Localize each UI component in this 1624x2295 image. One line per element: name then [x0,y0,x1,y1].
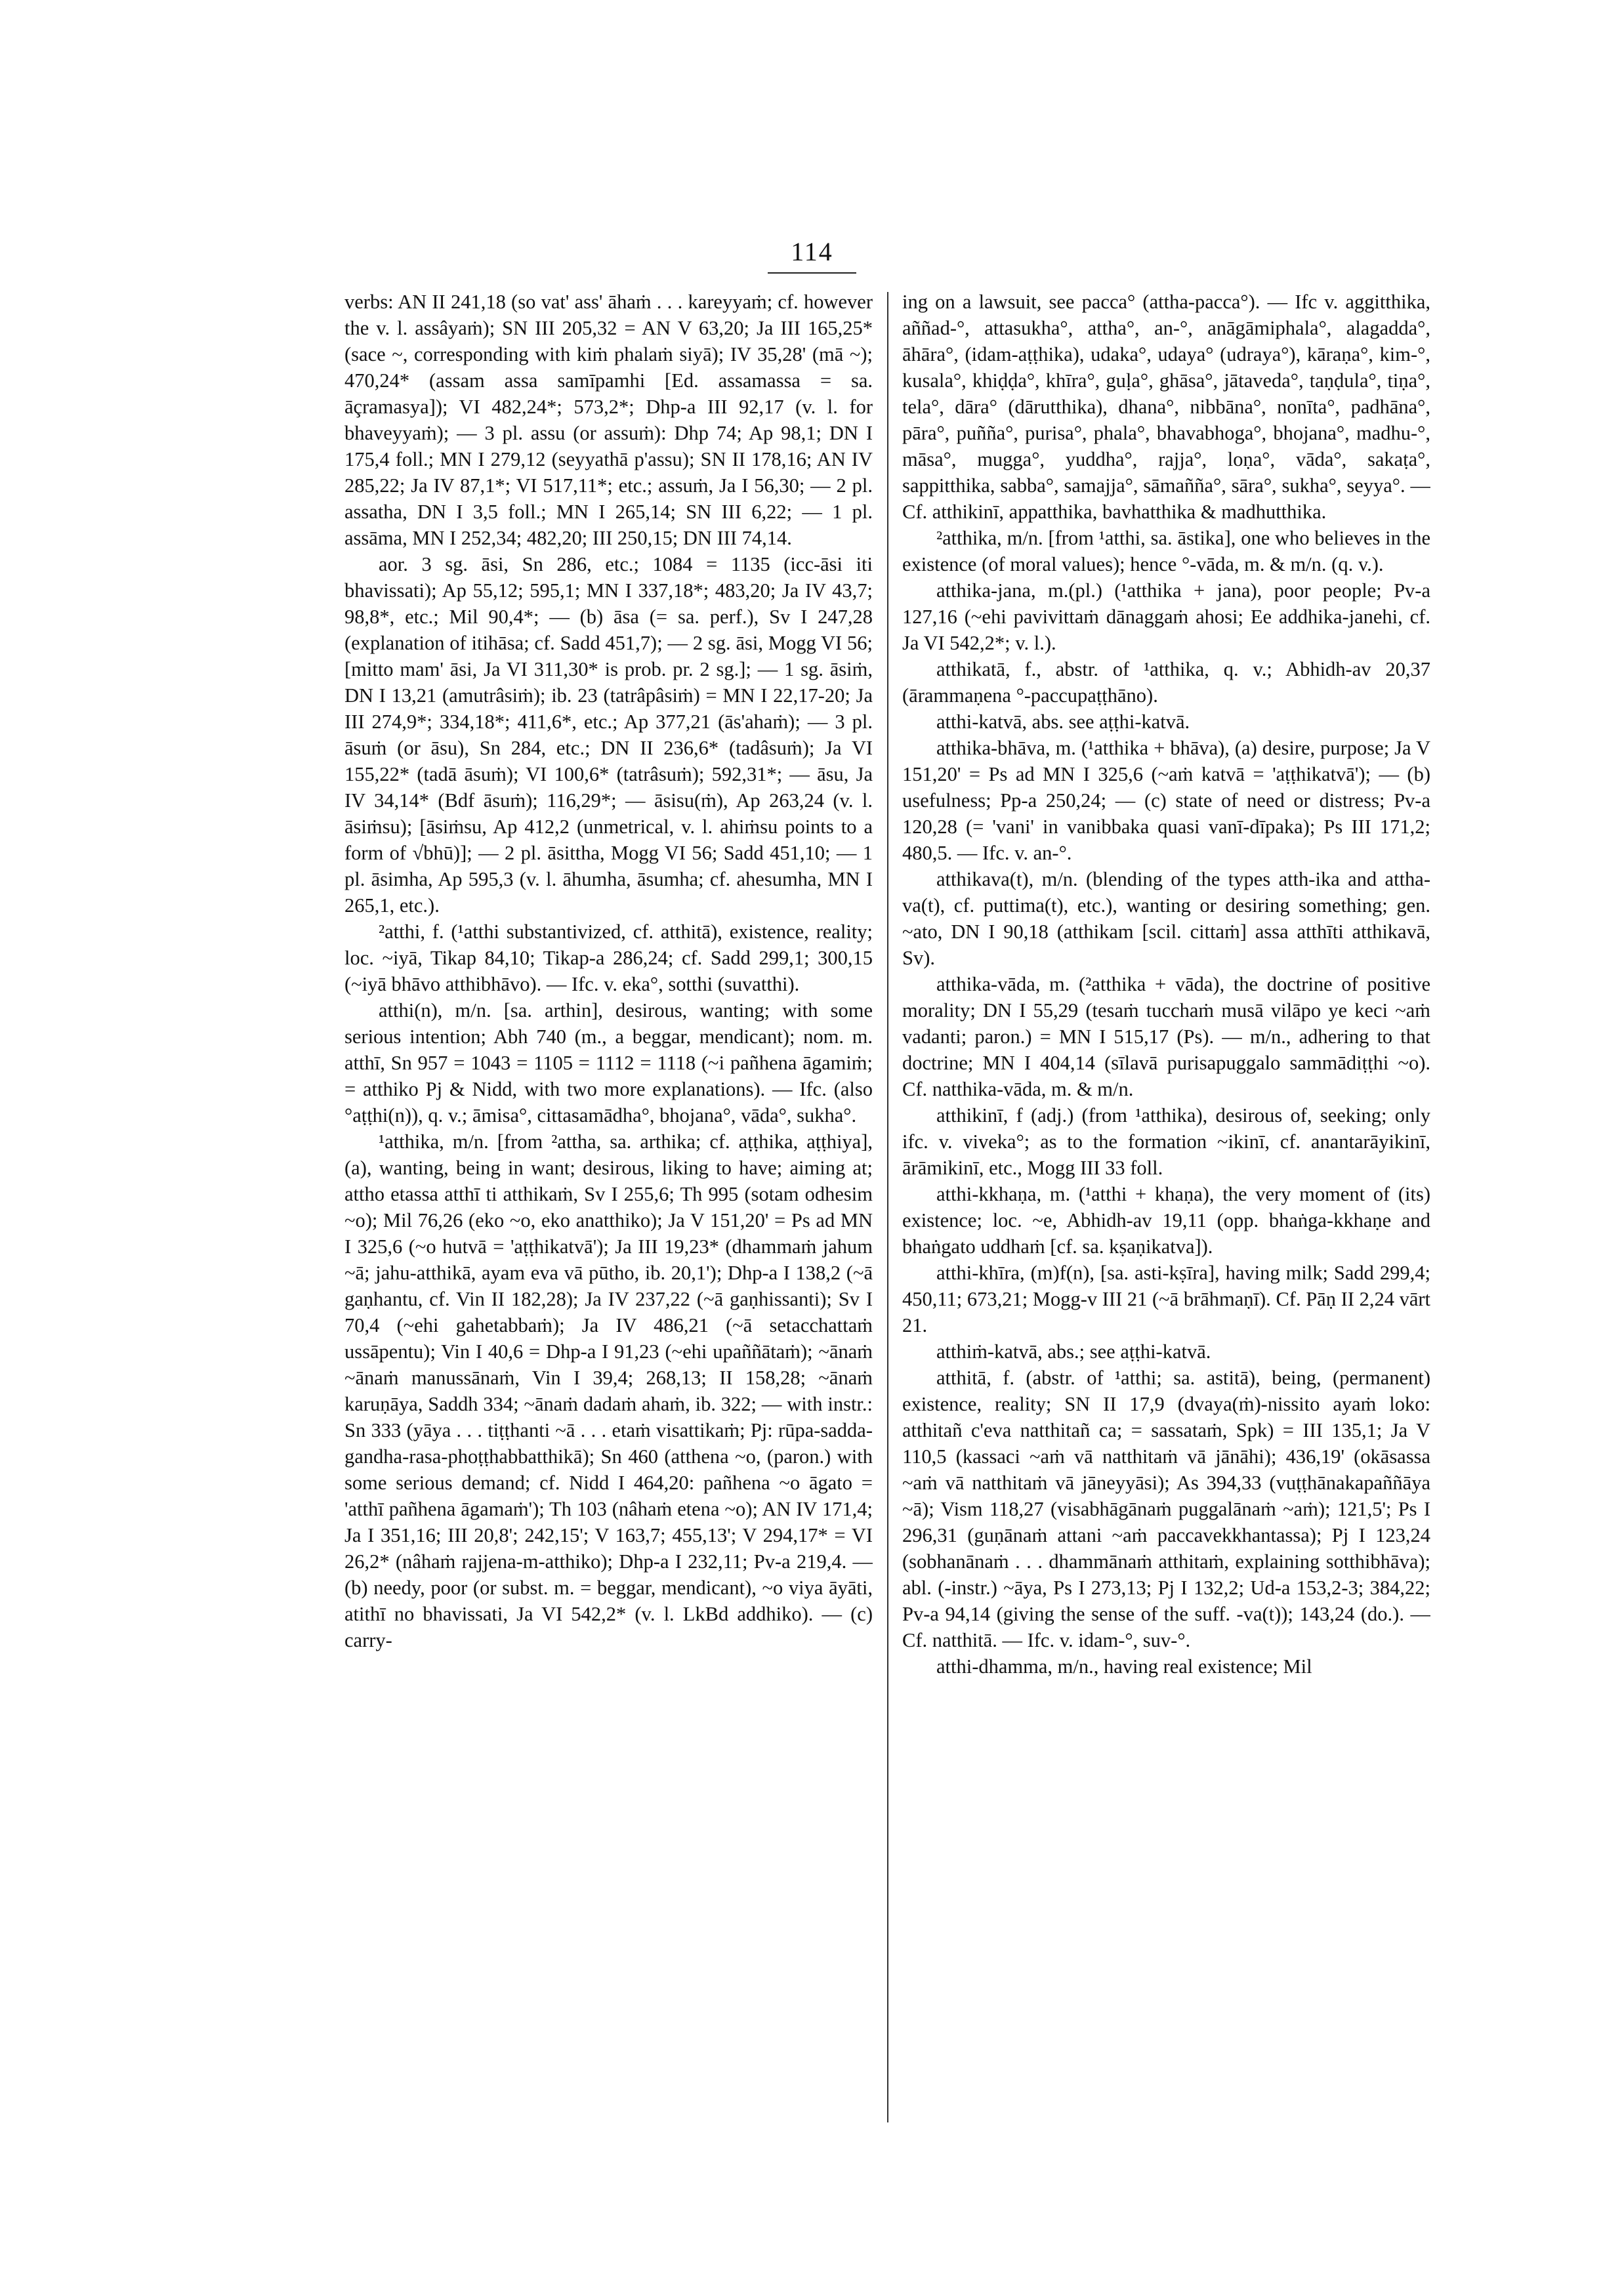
dictionary-entry-atthikini: atthikinī, f (adj.) (from ¹atthika), desirous of, seeking; only ifc. v. viveka°; as to the formation ~ikinī, cf. anantarāyikinī, ārāmikinī, etc., Mogg III 33 foll. [902,1104,1430,1179]
dictionary-entry-atthikata: atthikatā, f., abstr. of ¹atthika, q. v.; Abhidh-av 20,37 (ārammaṇena °-paccupaṭṭhāno). [902,658,1430,707]
dictionary-entry-atthita: atthitā, f. (abstr. of ¹atthi; sa. astitā), being, (permanent) existence, reality; SN II 17,9 (dvaya(ṁ)-nissito ayaṁ loko: atthitañ c'eva natthitañ ca; = sassataṁ, Spk) = III 135,1; Ja V 110,5 (kassaci ~aṁ vā natthitaṁ vā jānāhi); 436,19' (okāsassa ~aṁ vā natthitaṁ vā jāneyyāsi); As 394,33 (vuṭṭhānakapaññāya ~ā); Vism 118,27 (visabhāgānaṁ puggalānaṁ ~aṁ); 121,5'; Ps I 296,31 (guṇānaṁ attani ~aṁ paccavekkhantassa); Pj I 123,24 (sobhanānaṁ . . . dhammānaṁ atthitaṁ, explaining sotthibhāva); abl. (-instr.) ~āya, Ps I 273,13; Pj I 132,2; Ud-a 153,2-3; 384,22; Pv-a 94,14 (giving the sense of the suff. -va(t)); 143,24 (do.). — Cf. natthitā. — Ifc. v. idam-°, suv-°. [902,1367,1430,1651]
dictionary-entry-2atthika: ²atthika, m/n. [from ¹atthi, sa. āstika], one who believes in the existence (of moral values); hence °-vāda, m. & m/n. (q. v.). [902,527,1430,575]
dictionary-entry-2atthi: ²atthi, f. (¹atthi substantivized, cf. atthitā), existence, reality; loc. ~iyā, Tikap 84,10; Tikap-a 286,24; cf. Sadd 299,1; 300,15 (~iyā bhāvo atthibhāvo). — Ifc. v. eka°, sotthi (suvatthi). [344,920,873,995]
dictionary-entry-atthi-kkhana: atthi-kkhaṇa, m. (¹atthi + khaṇa), the very moment of (its) existence; loc. ~e, Abhidh-av 19,11 (opp. bhaṅga-kkhaṇe and bhaṅgato uddhaṁ [cf. sa. kṣaṇikatva]). [902,1183,1430,1258]
page-number: 114 [791,237,833,266]
right-column [902,289,1430,2126]
header-rule [768,272,856,274]
dictionary-entry-aor: aor. 3 sg. āsi, Sn 286, etc.; 1084 = 1135 (icc-āsi iti bhavissati); Ap 55,12; 595,1; MN I 337,18*; 483,20; Ja IV 43,7; 98,8*, etc.; Mil 90,4*; — (b) āsa (= sa. perf.), Sv I 247,28 (explanation of itihāsa; cf. Sadd 451,7); — 2 sg. āsi, Mogg VI 56; [mitto mam' āsi, Ja VI 311,30* is prob. pr. 2 sg.]; — 1 sg. āsiṁ, DN I 13,21 (amutrâsiṁ); ib. 23 (tatrâpâsiṁ) = MN I 22,17-20; Ja III 274,9*; 334,18*; 411,6*, etc.; Ap 377,21 (ās'ahaṁ); — 3 pl. āsuṁ (or āsu), Sn 284, etc.; DN II 236,6* (tadâsuṁ); Ja VI 155,22* (tadā āsuṁ); VI 100,6* (tatrâsuṁ); 592,31*; — āsu, Ja IV 34,14* (Bdf āsuṁ); 116,29*; — āsisu(ṁ), Ap 263,24 (v. l. āsiṁsu); [āsiṁsu, Ap 412,2 (unmetrical, v. l. ahiṁsu points to a form of √bhū)]; — 2 pl. āsittha, Mogg VI 56; Sadd 451,10; — 1 pl. āsimha, Ap 595,3 (v. l. āhumha, āsumha; cf. ahesumha, MN I 265,1, etc.). [344,553,873,917]
dictionary-entry-atthi-dhamma: atthi-dhamma, m/n., having real existence; Mil [936,1655,1312,1678]
dictionary-entry-verbs: verbs: AN II 241,18 (so vat' ass' āhaṁ . . . kareyyaṁ; cf. however the v. l. assâyaṁ); SN III 205,32 = AN V 63,20; Ja III 165,25* (sace ~, corresponding with kiṁ phalaṁ siyā); IV 35,28' (mā ~); 470,24* (assam assa samīpamhi [Ed. assamassa = sa. āçramasya]); VI 482,24*; 573,2*; Dhp-a III 92,17 (v. l. for bhaveyyaṁ); — 3 pl. assu (or assuṁ): Dhp 74; Ap 98,1; DN I 175,4 foll.; MN I 279,12 (seyyathā p'assu); SN II 178,16; AN IV 285,22; Ja IV 87,1*; VI 517,11*; etc.; assuṁ, Ja I 56,30; — 2 pl. assatha, DN I 3,5 foll.; MN I 265,14; SN III 6,22; — 1 pl. assāma, MN I 252,34; 482,20; III 250,15; DN III 74,14. [344,291,873,549]
dictionary-entry-atthi-khira: atthi-khīra, (m)f(n), [sa. asti-kṣīra], having milk; Sadd 299,4; 450,11; 673,21; Mogg-v III 21 (~ā brāhmaṇī). Cf. Pāṇ II 2,24 vārt 21. [902,1262,1430,1336]
dictionary-entry-atthika-vada: atthika-vāda, m. (²atthika + vāda), the doctrine of positive morality; DN I 55,29 (tesaṁ tucchaṁ musā vilāpo ye keci ~aṁ vadanti; paron.) = MN I 515,17 (Ps). — m/n., adhering to that doctrine; MN I 404,14 (sīlavā purisapuggalo sammādiṭṭhi ~o). Cf. natthika-vāda, m. & m/n. [902,973,1430,1100]
dictionary-entry-1atthika: ¹atthika, m/n. [from ²attha, sa. arthika; cf. aṭṭhika, aṭṭhiya], (a), wanting, being in want; desirous, liking to have; aiming at; attho etassa atthī ti atthikaṁ, Sv I 255,6; Th 995 (sotam odhesim ~o); Mil 76,26 (eko ~o, eko anatthiko); Ja V 151,20' = Ps ad MN I 325,6 (~o hutvā = 'aṭṭhikatvā'); Ja III 19,23* (dhammaṁ jahum ~ā; jahu-atthikā, ayam eva vā pūtho, ib. 20,1'); Dhp-a I 138,2 (~ā gaṇhantu, cf. Vin II 182,28); Ja IV 237,22 (~ā gaṇhissanti); Sv I 70,4 (~ehi gahetabbaṁ); Ja IV 486,21 (~ā setacchattaṁ ussāpentu); Vin I 40,6 = Dhp-a I 91,23 (~ehi upaññātaṁ); ~ānaṁ ~ānaṁ manussānaṁ, Vin I 39,4; 268,13; II 158,28; ~ānaṁ karuṇāya, Saddh 334; ~ānaṁ dadaṁ ahaṁ, ib. 322; — with instr.: Sn 333 (yāya . . . tiṭṭhanti ~ā . . . etaṁ visattikaṁ; Pj: rūpa-sadda-gandha-rasa-phoṭṭhabbatthikā); Sn 460 (atthena ~o, (paron.) with some serious demand; cf. Nidd I 464,20: pañhena ~o āgato = 'atthī pañhena āgamaṁ'); Th 103 (nâhaṁ etena ~o); AN IV 171,4; Ja I 351,16; III 20,8'; 242,15'; V 163,7; 455,13'; V 294,17* = VI 26,2* (nâhaṁ rajjena-m-atthiko); Dhp-a I 232,11; Pv-a 219,4. — (b) needy, poor (or subst. m. = beggar, mendicant), ~o viya āyāti, atithī no bhavissati, Ja VI 542,2* (v. l. LkBd addhiko). — (c) carry- [344,1130,873,1651]
dictionary-entry-atthika-cont: ing on a lawsuit, see pacca° (attha-pacca°). — Ifc v. aggitthika, aññad-°, attasukha°, attha°, an-°, anāgāmiphala°, alagadda°, āhāra°, (idam-aṭṭhika), udaka°, udaya° (udraya°), kāraṇa°, kim-°, kusala°, khiḍḍa°, khīra°, guḷa°, ghāsa°, jātaveda°, taṇḍula°, tiṇa°, tela°, dāra° (dārutthika), dhana°, nibbāna°, nonīta°, padhāna°, pāra°, puñña°, purisa°, phala°, bhavabhoga°, bhojana°, madhu-°, māsa°, mugga°, yuddha°, rajja°, loṇa°, vāda°, sakaṭa°, sappitthika, sabba°, samajja°, sāmañña°, sāra°, sukha°, seyya°. — Cf. atthikinī, appatthika, bavhatthika & madhutthika. [902,291,1430,523]
dictionary-entry-atthi-katva: atthi-katvā, abs. see aṭṭhi-katvā. [936,711,1190,733]
dictionary-entry-atthikavat: atthikava(t), m/n. (blending of the types atth-ika and attha-va(t), cf. puttima(t), etc.), wanting or desiring something; gen. ~ato, DN I 90,18 (atthikam [scil. cittaṁ] assa atthīti atthikavā, Sv). [902,868,1430,969]
left-column [344,289,873,2126]
dictionary-entry-atthim-katva: atthiṁ-katvā, abs.; see aṭṭhi-katvā. [936,1340,1211,1363]
dictionary-entry-atthin: atthi(n), m/n. [sa. arthin], desirous, wanting; with some serious intention; Abh 740 (m., a beggar, mendicant); nom. m. atthī, Sn 957 = 1043 = 1105 = 1112 = 1118 (~i pañhena āgamiṁ; = atthiko Pj & Nidd, with two more explanations). — Ifc. (also °aṭṭhi(n)), q. v.; āmisa°, cittasamādha°, bhojana°, vāda°, sukha°. [344,999,873,1127]
column-divider [887,292,888,2122]
dictionary-entry-atthika-jana: atthika-jana, m.(pl.) (¹atthika + jana), poor people; Pv-a 127,16 (~ehi pavivittaṁ dānaggaṁ ahosi; Ee addhika-janehi, cf. Ja VI 542,2*; v. l.). [902,579,1430,654]
dictionary-entry-atthika-bhava: atthika-bhāva, m. (¹atthika + bhāva), (a) desire, purpose; Ja V 151,20' = Ps ad MN I 325,6 (~aṁ katvā = 'aṭṭhikatvā'); — (b) usefulness; Pp-a 250,24; — (c) state of need or distress; Pv-a 120,28 (= 'vani' in vanibbaka quasi vanī-dīpaka); Ps III 171,2; 480,5. — Ifc. v. an-°. [902,737,1430,864]
